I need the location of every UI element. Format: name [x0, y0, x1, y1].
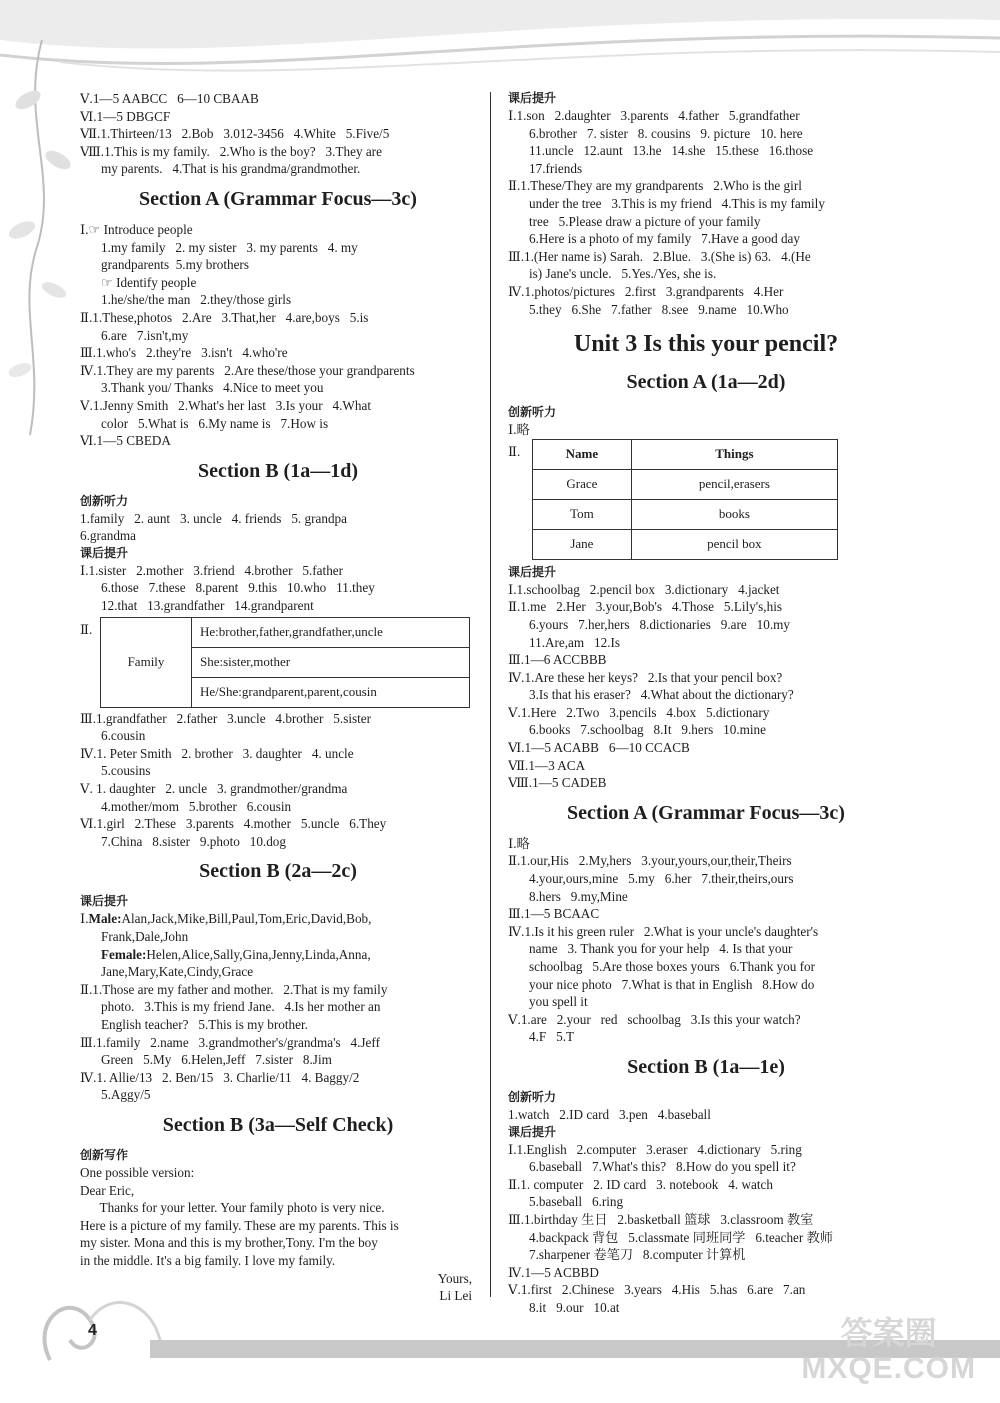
answer-line: 6.baseball 7.What's this? 8.How do you spell it?	[529, 1159, 796, 1175]
letter-line: Thanks for your letter. Your family photo is very nice.	[80, 1200, 385, 1216]
after-class-tag: 课后提升	[508, 91, 557, 105]
letter-line: Here is a picture of my family. These are my parents. This is	[80, 1217, 399, 1233]
female-names: Helen,Alice,Sally,Gina,Jenny,Linda,Anna,	[146, 946, 371, 962]
answer-line: photo. 3.This is my friend Jane. 4.Is her mother an	[101, 999, 381, 1015]
name-things-table	[532, 439, 838, 560]
answer-line: Ⅱ.1.These/They are my grandparents 2.Who is the girl	[508, 178, 802, 194]
answer-line: Ⅱ.1.These,photos 2.Are 3.That,her 4.are,boys 5.is	[80, 309, 369, 325]
top-swoosh-decoration	[0, 0, 1000, 90]
writing-tag: 创新写作	[80, 1147, 129, 1162]
answer-line: Ⅰ.☞ Introduce people	[80, 221, 193, 237]
answer-line: 11.Are,am 12.Is	[529, 634, 621, 650]
answer-line: Ⅱ.1.our,His 2.My,hers 3.your,yours,our,their,Theirs	[508, 853, 792, 869]
unit-title: Unit 3 Is this your pencil?	[573, 331, 839, 358]
answer-line: 6.those 7.these 8.parent 9.this 10.who 11.they	[101, 580, 375, 596]
answer-line: Ⅳ.1.Is it his green ruler 2.What is your uncle's daughter's	[508, 923, 819, 939]
roman-numeral: Ⅱ.	[80, 621, 93, 637]
family-table-block	[80, 617, 476, 708]
answer-line: Ⅴ.1.are 2.your red schoolbag 3.Is this your watch?	[508, 1011, 801, 1027]
answer-line: tree 5.Please draw a picture of your family	[529, 213, 761, 229]
answer-line: 1.watch 2.ID card 3.pen 4.baseball	[508, 1106, 711, 1122]
listening-tag: 创新听力	[508, 405, 557, 420]
answer-line: Ⅱ.1.Those are my father and mother. 2.That is my family	[80, 981, 388, 997]
answer-line: Ⅲ.1.family 2.name 3.grandmother's/grandma's 4.Jeff	[80, 1034, 380, 1050]
answer-line: Ⅴ.1.first 2.Chinese 3.years 4.His 5.has 6.are 7.an	[508, 1282, 806, 1298]
section-title: Section A (Grammar Focus—3c)	[139, 187, 417, 210]
answer-line: 3.Thank you/ Thanks 4.Nice to meet you	[101, 380, 324, 396]
answer-line: you spell it	[529, 994, 588, 1010]
answers-block	[80, 90, 476, 178]
answer-line: 1.family 2. aunt 3. uncle 4. friends 5. grandpa	[80, 510, 347, 526]
answer-line: 5.they 6.She 7.father 8.see 9.name 10.Who	[529, 301, 789, 317]
answer-line: Frank,Dale,John	[101, 929, 189, 944]
answer-line: Green 5.My 6.Helen,Jeff 7.sister 8.Jim	[101, 1052, 332, 1068]
answer-line: 12.that 13.grandfather 14.grandparent	[101, 598, 314, 614]
answer-line: Ⅰ.1.schoolbag 2.pencil box 3.dictionary 4.jacket	[508, 581, 780, 597]
table-header-name: Name	[533, 439, 632, 469]
answer-line: 8.hers 9.my,Mine	[529, 888, 628, 904]
answer-line: Ⅴ. 1. daughter 2. uncle 3. grandmother/grandma	[80, 781, 348, 797]
listening-tag: 创新听力	[508, 1089, 557, 1104]
answer-line: Ⅲ.1—5 BCAAC	[508, 906, 600, 922]
answer-line: Ⅱ.1.me 2.Her 3.your,Bob's 4.Those 5.Lily's,his	[508, 599, 782, 615]
answer-line: Ⅴ.1—5 AABCC 6—10 CBAAB	[80, 91, 259, 106]
answer-line: Ⅵ.1—5 CBEDA	[80, 433, 171, 449]
answer-line: Ⅵ.1—5 DBGCF	[80, 108, 171, 124]
table-header-things: Things	[631, 439, 837, 469]
page-number: 4	[88, 1322, 97, 1339]
answer-line: is) Jane's uncle. 5.Yes./Yes, she is.	[529, 266, 717, 282]
watermark-site: MXQE.COM	[801, 1352, 976, 1385]
answer-line: 6.yours 7.her,hers 8.dictionaries 9.are 10.my	[529, 616, 790, 632]
answer-line: Jane,Mary,Kate,Cindy,Grace	[101, 964, 254, 980]
answer-line: ☞ Identify people	[101, 274, 197, 290]
answer-line: color 5.What is 6.My name is 7.How is	[101, 415, 329, 431]
male-label: Male:	[88, 911, 122, 927]
letter-line: my sister. Mona and this is my brother,Tony. I'm the boy	[80, 1235, 378, 1251]
answer-line: Ⅵ.1.girl 2.These 3.parents 4.mother 5.uncle 6.They	[80, 816, 387, 832]
watermark-logo: 答案圈	[840, 1315, 937, 1351]
answer-line: 4.your,ours,mine 5.my 6.her 7.their,theirs,ours	[529, 871, 794, 887]
answer-line: Ⅷ.1.This is my family. 2.Who is the boy? 3.They are	[80, 143, 382, 159]
family-label: Family	[101, 617, 192, 707]
answer-line: Ⅷ.1—5 CADEB	[508, 775, 607, 791]
letter-line: Dear Eric,	[80, 1182, 135, 1198]
section-title: Section A (1a—2d)	[626, 371, 786, 394]
after-class-tag: 课后提升	[508, 1124, 557, 1139]
male-names: Alan,Jack,Mike,Bill,Paul,Tom,Eric,David,Bob,	[121, 911, 372, 927]
answer-line: Ⅴ.1.Here 2.Two 3.pencils 4.box 5.dictionary	[508, 704, 770, 720]
answer-line: 3.Is that his eraser? 4.What about the dictionary?	[529, 687, 794, 703]
answer-line: 1.my family 2. my sister 3. my parents 4. my	[101, 239, 358, 255]
section-title: Section B (3a—Self Check)	[162, 1113, 394, 1136]
answer-line: 6.cousin	[101, 728, 146, 744]
section-title: Section B (1a—1d)	[198, 459, 358, 482]
answer-line: grandparents 5.my brothers	[101, 257, 249, 273]
answer-line: 5.cousins	[101, 763, 151, 779]
table-cell: Jane	[533, 529, 632, 559]
answer-line: my parents. 4.That is his grandma/grandmother.	[101, 161, 361, 177]
bottom-swirl-decoration	[30, 1280, 170, 1370]
answer-line: Ⅳ.1.photos/pictures 2.first 3.grandparents 4.Her	[508, 283, 784, 299]
section-title: Section B (2a—2c)	[199, 860, 357, 883]
answer-line: 7.China 8.sister 9.photo 10.dog	[101, 833, 286, 849]
left-column: Ⅴ.1—5 AABCC 6—10 CBAAB Ⅵ.1—5 DBGCF Ⅶ.1.Thirteen/13 2.Bob 3.012-3456 4.White 5.Five/5 Ⅷ.1.This is my family. 2.Who is the boy? 3.They are my parents. 4.That is his grandma/grandmother. Section A (Grammar Focus—3c) Ⅰ.☞ Introduce people 1.my family 2. my sister 3. my parents 4. my grandparents 5.my brothers ☞ Identify people 1.he/she/the man 2.they/those girls Ⅱ.1.These,photos 2.Are 3.That,her 4.are,boys 5.is 6.are 7.isn't,my Ⅲ.1.who's 2.they're 3.isn't 4.who're Ⅳ.1.They are my parents 2.Are these/those your grandparents 3.Thank you/ Thanks 4.Nice to meet you Ⅴ.1.Jenny Smith 2.What's her last 3.Is your 4.What color 5.What is 6.My name is 7.How is Ⅵ.1—5 CBEDA Section B (1a—1d) 创新听力 1.family 2. aunt 3. uncle 4. friends 5. grandpa 6.grandma 课后提升 Ⅰ.1.sister 2.mother 3.friend 4.brother 5.father 6.those 7.these 8.parent 9.this 10.who 11.they 12.that 13.grandfather 14.grandparent Ⅱ. Family He:brother,father,grandfather,uncle She:sister,mother He/She:grandparent,parent,cousin Ⅲ.1.grandfather 2.father 3.uncle 4.brother 5.sister 6.cousin Ⅳ.1. Peter Smith 2. brother 3. daughter 4. uncle 5.cousins Ⅴ. 1. daughter 2. uncle 3. grandmother/grandma 4.mother/mom 5.brother 6.cousin Ⅵ.1.girl 2.These 3.parents 4.mother 5.uncle 6.They 7.China 8.sister 9.photo 10.dog Section B (2a—2c) 课后提升 Ⅰ.Male:Alan,Jack,Mike,Bill,Paul,Tom,Eric,David,Bob, Frank,Dale,John Female:Helen,Alice,Sally,Gina,Jenny,Linda,Anna, Jane,Mary,Kate,Cindy,Grace Ⅱ.1.Those are my father and mother. 2.That is my family photo. 3.This is my friend Jane. 4.Is her mother an English teacher? 5.This is my brother. Ⅲ.1.family 2.name 3.grandmother's/grandma's 4.Jeff Green 5.My 6.Helen,Jeff 7.sister 8.Jim Ⅳ.1. Allie/13 2. Ben/15 3. Charlie/11 4. Baggy/2 5.Aggy/5 Section B (3a—Self Check) 创新写作 One possible version: Dear Eric, Thanks for your letter. Your family photo is very nice. Here is a picture of my family. These are my parents. This is my sister. Mona and this is my brother,Tony. I'm the boy in the middle. It's a big family. I love my family. Yours, Li Lei	[80, 90, 476, 1305]
answer-line: name 3. Thank you for your help 4. Is that your	[529, 941, 793, 957]
table-cell: pencil box	[631, 529, 837, 559]
answer-line: 4.backpack 背包 5.classmate 同班同学 6.teacher 教师	[529, 1229, 833, 1245]
family-table	[100, 617, 470, 708]
table-cell: books	[631, 499, 837, 529]
answer-line: 5.baseball 6.ring	[529, 1194, 624, 1210]
answer-line: your nice photo 7.What is that in English 8.How do	[529, 976, 815, 992]
answer-line: 7.sharpener 卷笔刀 8.computer 计算机	[529, 1247, 746, 1263]
answer-line: 4.F 5.T	[529, 1029, 575, 1045]
answer-line: Ⅰ.1.sister 2.mother 3.friend 4.brother 5.father	[80, 562, 344, 578]
answer-line: schoolbag 5.Are those boxes yours 6.Thank you for	[529, 959, 816, 974]
answer-line: Ⅰ.略	[508, 422, 530, 438]
family-cell: She:sister,mother	[192, 647, 470, 677]
answer-line: Ⅱ.1. computer 2. ID card 3. notebook 4. watch	[508, 1176, 773, 1192]
answer-line: Ⅴ.1.Jenny Smith 2.What's her last 3.Is your 4.What	[80, 397, 371, 413]
answer-line: Ⅲ.1.who's 2.they're 3.isn't 4.who're	[80, 345, 288, 361]
answer-line: Ⅵ.1—5 ACABB 6—10 CCACB	[508, 740, 690, 756]
letter-signoff: Yours,	[437, 1270, 472, 1286]
answer-line: Ⅰ.1.English 2.computer 3.eraser 4.dictionary 5.ring	[508, 1141, 802, 1157]
answer-line: 6.grandma	[80, 528, 137, 544]
section-title: Section A (Grammar Focus—3c)	[567, 801, 845, 824]
answer-line: English teacher? 5.This is my brother.	[101, 1016, 308, 1032]
answer-line: Ⅰ.略	[508, 835, 530, 851]
answer-line: 6.brother 7. sister 8. cousins 9. picture 10. here	[529, 125, 803, 141]
answer-line: Ⅳ.1.They are my parents 2.Are these/those your grandparents	[80, 362, 415, 378]
watermark	[801, 1315, 976, 1387]
answer-line: Ⅶ.1—3 ACA	[508, 757, 586, 773]
section-title: Section B (1a—1e)	[627, 1055, 785, 1078]
roman-numeral: Ⅱ.	[508, 443, 521, 459]
family-cell: He:brother,father,grandfather,uncle	[192, 617, 470, 647]
answer-line: 6.are 7.isn't,my	[101, 327, 189, 343]
after-class-tag: 课后提升	[80, 545, 129, 560]
answer-line: Ⅳ.1.Are these her keys? 2.Is that your pencil box?	[508, 669, 783, 685]
answer-line: Ⅳ.1. Peter Smith 2. brother 3. daughter 4. uncle	[80, 745, 354, 761]
column-divider	[490, 92, 491, 1297]
answer-line: under the tree 3.This is my friend 4.This is my family	[529, 195, 825, 211]
table-cell: Tom	[533, 499, 632, 529]
answer-line: 6.books 7.schoolbag 8.It 9.hers 10.mine	[529, 722, 766, 738]
answer-line: 4.mother/mom 5.brother 6.cousin	[101, 798, 292, 814]
answer-line: Ⅳ.1. Allie/13 2. Ben/15 3. Charlie/11 4. Baggy/2	[80, 1069, 360, 1085]
table-cell: Grace	[533, 469, 632, 499]
answer-line: Ⅲ.1—6 ACCBBB	[508, 652, 607, 668]
answer-line: Ⅲ.1.(Her name is) Sarah. 2.Blue. 3.(She is) 63. 4.(He	[508, 248, 811, 264]
letter-signature: Li Lei	[439, 1288, 472, 1304]
answer-line: 6.Here is a photo of my family 7.Have a good day	[529, 231, 801, 247]
family-cell: He/She:grandparent,parent,cousin	[192, 677, 470, 707]
name-things-table-block	[508, 439, 904, 560]
answer-line: Ⅶ.1.Thirteen/13 2.Bob 3.012-3456 4.White 5.Five/5	[80, 126, 390, 142]
female-label: Female:	[101, 946, 147, 962]
letter-line: One possible version:	[80, 1164, 195, 1180]
answer-line: Ⅲ.1.grandfather 2.father 3.uncle 4.brother 5.sister	[80, 710, 372, 726]
answer-line: Ⅰ.1.son 2.daughter 3.parents 4.father 5.grandfather	[508, 108, 800, 123]
answer-line: 17.friends	[529, 160, 583, 176]
answer-line: 8.it 9.our 10.at	[529, 1299, 620, 1315]
answer-line: 1.he/she/the man 2.they/those girls	[101, 292, 292, 308]
after-class-tag: 课后提升	[80, 894, 129, 909]
vine-decoration	[0, 40, 80, 440]
answer-line: 5.Aggy/5	[101, 1087, 151, 1103]
table-cell: pencil,erasers	[631, 469, 837, 499]
right-column	[508, 90, 904, 1317]
answer-line: Ⅲ.1.birthday 生日 2.basketball 篮球 3.classroom 教室	[508, 1211, 814, 1227]
after-class-tag: 课后提升	[508, 564, 557, 579]
letter-line: in the middle. It's a big family. I love my family.	[80, 1252, 336, 1268]
listening-tag: 创新听力	[80, 493, 129, 508]
answer-line: Ⅳ.1—5 ACBBD	[508, 1264, 599, 1280]
answer-line: 11.uncle 12.aunt 13.he 14.she 15.these 16.those	[529, 143, 814, 159]
